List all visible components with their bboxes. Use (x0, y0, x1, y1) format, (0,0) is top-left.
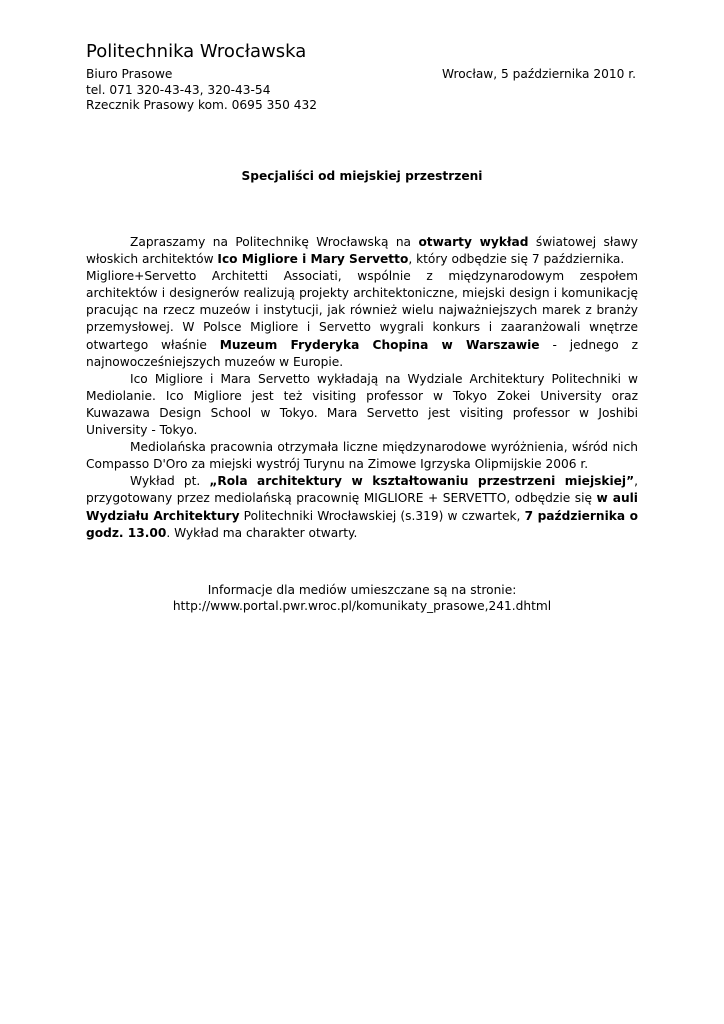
bold-run: Ico Migliore i Mary Servetto (217, 252, 409, 267)
institution-name: Politechnika Wrocławska (86, 41, 307, 62)
media-info (0, 582, 724, 614)
text-run: Migliore+Servetto Architetti Associati, wspólnie z międzynarodowym zespołem architektów i designerów realizują projekty architektoniczne, miejski design i komunikację pracując na rzecz muzeów i instytucji, jak również wielu najważniejszych marek z branży przemysłowej. W Polsce Migliore i Servetto wygrali konkurs i zaaranżowali wnętrze otwartego właśnie (86, 269, 638, 352)
release-date: Wrocław, 5 października 2010 r. (441, 67, 636, 81)
text-run: . Wykład ma charakter otwarty. (166, 525, 358, 540)
text-run: , który odbędzie się 7 października. (408, 252, 625, 267)
paragraph-4 (86, 473, 638, 541)
article-body (86, 234, 638, 542)
spokesperson-contact: Rzecznik Prasowy kom. 0695 350 432 (86, 98, 317, 112)
bold-run: „Rola architektury w kształtowaniu przestrzeni miejskiej” (209, 474, 635, 489)
phone-numbers: tel. 071 320-43-43, 320-43-54 (86, 83, 271, 97)
paragraph-2: Ico Migliore i Mara Servetto wykładają na Wydziale Architektury Politechniki w Mediolanie. Ico Migliore jest też visiting professor w Tokyo Zokei University oraz Kuwazawa Design School w Tokyo. Mara Servetto jest visiting professor w Joshibi University - Tokyo. (86, 371, 638, 438)
paragraph-3: Mediolańska pracownia otrzymała liczne międzynarodowe wyróżnienia, wśród nich Compasso D'Oro za miejski wystrój Turynu na Zimowe Igrzyska Olipmijskie 2006 r. (86, 440, 638, 472)
text-run: Zapraszamy na Politechnikę Wrocławską na (130, 235, 419, 249)
text-run: , przygotowany przez mediolańską pracownię MIGLIORE + SERVETTO, odbędzie się (86, 474, 638, 506)
media-info-url: http://www.portal.pwr.wroc.pl/komunikaty_prasowe,241.dhtml (172, 599, 552, 613)
department-name: Biuro Prasowe (86, 67, 173, 81)
bold-run: Muzeum Fryderyka Chopina w Warszawie (219, 337, 540, 352)
text-run: Wykład pt. (130, 474, 210, 489)
text-run: Politechniki Wrocławskiej (s.319) w czwartek, (239, 508, 525, 523)
bold-run: w auli Wydziału Architektury (86, 491, 638, 523)
text-run: światowej sławy włoskich architektów (86, 235, 638, 267)
paragraph-1 (86, 234, 638, 268)
media-info-label: Informacje dla mediów umieszczane są na stronie: (207, 583, 517, 597)
bold-run: 7 października o godz. 13.00 (86, 508, 638, 540)
bold-run: otwarty wykład (418, 235, 529, 249)
headline: Specjaliści od miejskiej przestrzeni (241, 169, 483, 183)
paragraph-1-continued (86, 268, 638, 371)
text-run: - jednego z najnowocześniejszych muzeów w Europie. (86, 337, 639, 369)
